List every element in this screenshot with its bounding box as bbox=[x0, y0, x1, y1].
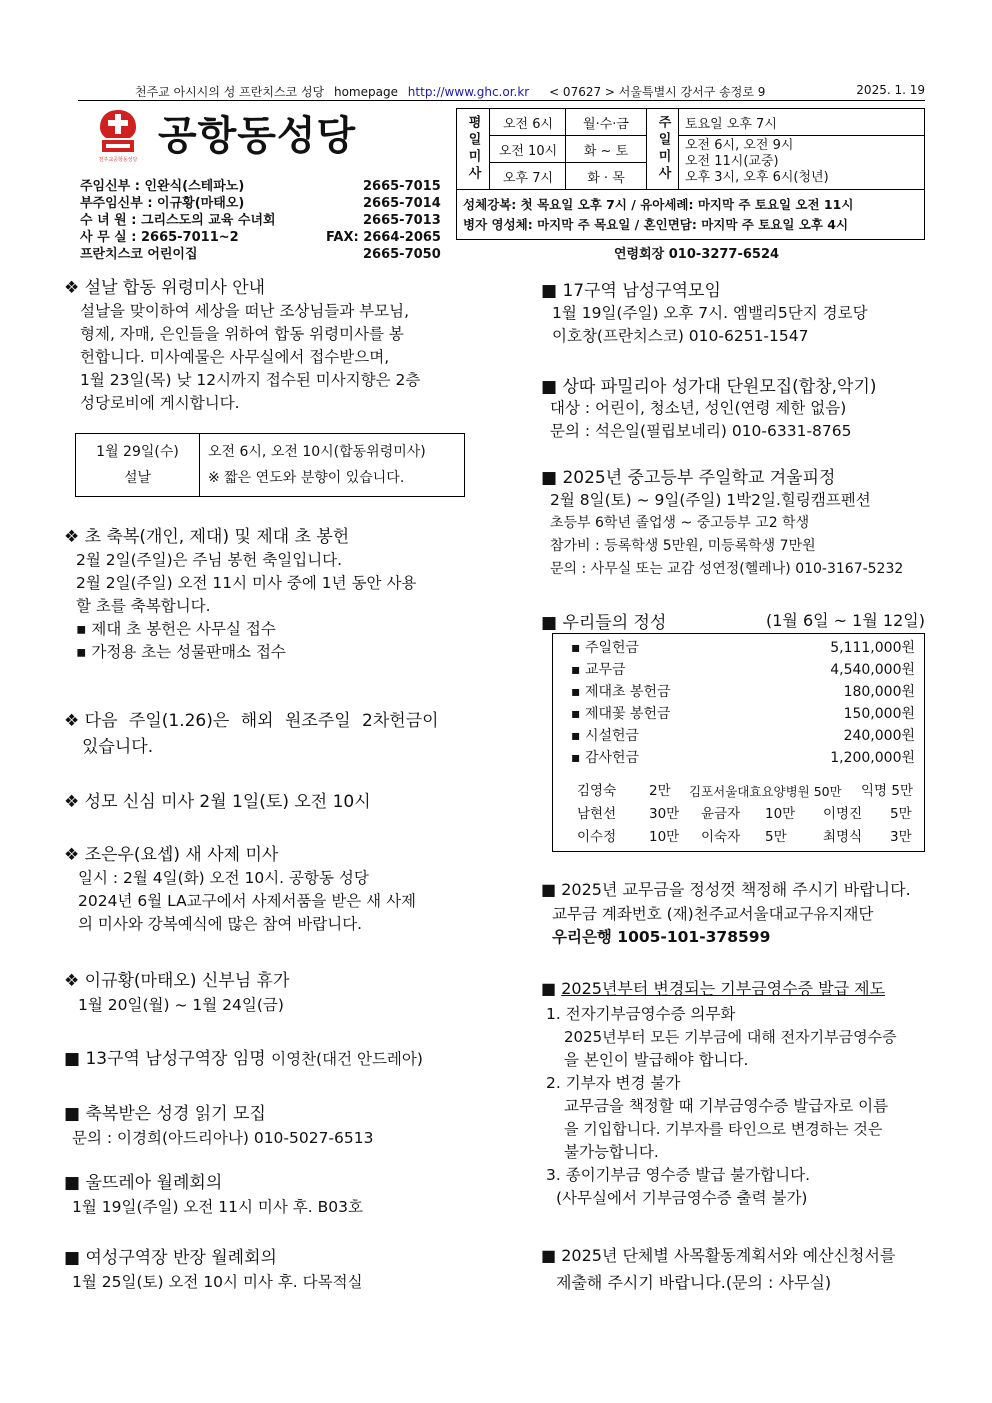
section-body: 1월 20일(월) ~ 1월 24일(금) bbox=[78, 996, 284, 1014]
header-rule bbox=[78, 100, 925, 101]
weekday-days: 화 · 목 bbox=[565, 163, 646, 190]
box-mass: 오전 6시, 오전 10시(합동위령미사) bbox=[208, 444, 426, 460]
section-body: 제출해 주시기 바랍니다.(문의 : 사무실) bbox=[556, 1273, 832, 1292]
section-title: ■ 2025년 중고등부 주일학교 겨울피정 bbox=[541, 468, 836, 488]
section-body: 일시 : 2월 4일(화) 오전 10시. 공항동 성당 2024년 6월 LA교구에서 사제서품을 받은 새 사제 의 미사와 강복예식에 많은 참여 바랍니다. bbox=[78, 869, 417, 933]
diamond-bullet-icon: ❖ bbox=[64, 845, 80, 865]
weekday-time: 오전 6시 bbox=[489, 109, 566, 136]
weekday-time: 오후 7시 bbox=[489, 163, 566, 190]
section-title: ■ 상따 파밀리아 성가대 단원모집(합창,악기) bbox=[541, 377, 877, 397]
svg-text:천주교공항동성당: 천주교공항동성당 bbox=[98, 157, 138, 163]
sunday-time: 오전 11시(교중) bbox=[685, 154, 779, 169]
square-bullet-icon: ■ bbox=[64, 1049, 81, 1069]
section-title: ❖ 설날 합동 위령미사 안내 bbox=[64, 278, 266, 298]
section-title: ■ 울뜨레아 월례회의 bbox=[64, 1173, 223, 1193]
diamond-bullet-icon: ❖ bbox=[64, 278, 80, 298]
parish-full-name: 천주교 아시시의 성 프란치스코 성당 bbox=[135, 85, 325, 99]
staff-directory bbox=[80, 178, 440, 263]
section-body: 1월 19일(주일) 오후 7시. 엠밸리5단지 경로당 이호창(프란치스코) 010-6251-1547 bbox=[552, 304, 868, 345]
table-row: ▪ 주일헌금 5,111,000원 bbox=[571, 640, 915, 656]
council-contact: 연령회장 010-3277-6524 bbox=[614, 247, 780, 262]
diamond-bullet-icon: ❖ bbox=[64, 792, 80, 812]
offering-table bbox=[567, 636, 919, 768]
square-bullet-icon: ■ bbox=[64, 1104, 81, 1124]
section-title: ■ 축복받은 성경 읽기 모집 bbox=[64, 1104, 266, 1124]
diamond-bullet-icon: ❖ bbox=[64, 711, 80, 731]
section-body: 2월 2일(주일)은 주님 봉헌 축일입니다. 2월 2일(주일) 오전 11시 미사 중에 1년 동안 사용 할 초를 축복합니다. ▪ 제대 초 봉헌은 사무실 접수 ▪ 가정용 초는 성물판매소 접수 bbox=[76, 551, 417, 661]
section-title: ■ 우리들의 정성 bbox=[541, 613, 667, 633]
section-body: 교무금 계좌번호 (재)천주교서울대교구유지재단 우리은행 1005-101-378599 bbox=[552, 905, 874, 946]
staff-row: 부주임신부 : 이규황(마태오) 2665-7014 bbox=[80, 196, 441, 211]
weekday-mass-label: 평일미사 bbox=[457, 109, 489, 190]
sunday-time: 오전 6시, 오전 9시 bbox=[685, 138, 794, 153]
square-bullet-icon: ■ bbox=[64, 1248, 81, 1268]
square-bullet-icon: ■ bbox=[64, 1173, 81, 1193]
sunday-time: 토요일 오후 7시 bbox=[685, 117, 777, 132]
section-body: 2월 8일(토) ~ 9일(주일) 1박2일.힐링캠프펜션 초등부 6학년 졸업생 ~ 중고등부 고2 학생 참가비 : 등록학생 5만원, 미등록학생 7만원 문의 : 사무실 또는 교감 성연정(헬레나) 010-3167-5232 bbox=[550, 491, 904, 577]
section-title: ❖ 초 축복(개인, 제대) 및 제대 초 봉헌 bbox=[64, 527, 350, 547]
square-bullet-icon: ■ bbox=[541, 613, 558, 633]
list-item: 남현선 30만 윤금자 10만 이명진 5만 bbox=[577, 806, 912, 822]
square-bullet-icon: ■ bbox=[541, 377, 558, 397]
section-body: 1월 19일(주일) 오전 11시 미사 후. B03호 bbox=[72, 1198, 363, 1216]
offering-period: (1월 6일 ~ 1월 12일) bbox=[766, 611, 925, 630]
weekday-time: 오전 10시 bbox=[489, 136, 566, 163]
section-title: ❖ 성모 신심 미사 2월 1일(토) 오전 10시 bbox=[64, 792, 371, 812]
section-body: 설날을 맞이하여 세상을 떠난 조상님들과 부모님, 형제, 자매, 은인들을 위하여 합동 위령미사를 봉 헌합니다. 미사예물은 사무실에서 접수받으며, 1월 23일(목) 낮 12시까지 접수된 미사지향은 2층 성당로비에 게시합니다. bbox=[80, 302, 421, 412]
table-row: ▪ 시설헌금 240,000원 bbox=[571, 728, 915, 744]
section-title: ■ 여성구역장 반장 월례회의 bbox=[64, 1248, 277, 1268]
staff-row: 사 무 실 : 2665-7011~2 FAX: 2664-2065 bbox=[80, 230, 441, 245]
mass-schedule bbox=[456, 108, 925, 240]
header-line bbox=[135, 83, 925, 100]
square-bullet-icon: ■ bbox=[541, 468, 558, 488]
section-title: ■ 2025년 단체별 사목활동계획서와 예산신청서를 bbox=[541, 1246, 896, 1265]
weekday-days: 화 ~ 토 bbox=[565, 136, 646, 163]
square-bullet-icon: ■ bbox=[541, 281, 558, 301]
sunday-time: 오후 3시, 오후 6시(청년) bbox=[685, 170, 829, 185]
section-body: 1월 25일(토) 오전 10시 미사 후. 다목적실 bbox=[72, 1273, 363, 1291]
weekday-days: 월·수·금 bbox=[565, 109, 646, 136]
mass-note: 병자 영성체: 마지막 주 목요일 / 혼인면담: 마지막 주 토요일 오후 4시 bbox=[463, 217, 849, 232]
section-body: 대상 : 어린이, 청소년, 성인(연령 제한 없음) 문의 : 석은일(필립보네리) 010-6331-8765 bbox=[550, 399, 852, 440]
section-body: 문의 : 이경희(아드리아나) 010-5027-6513 bbox=[72, 1129, 374, 1147]
issue-date: 2025. 1. 19 bbox=[856, 83, 925, 97]
homepage-label: homepage bbox=[333, 85, 398, 99]
table-row: ▪ 교무금 4,540,000원 bbox=[571, 662, 915, 678]
section-title: ❖ 이규황(마태오) 신부님 휴가 bbox=[64, 971, 290, 991]
square-bullet-icon: ■ bbox=[541, 979, 557, 998]
staff-row: 수 녀 원 : 그리스도의 교육 수녀회 2665-7013 bbox=[80, 213, 441, 228]
diamond-bullet-icon: ❖ bbox=[64, 527, 80, 547]
table-row: ▪ 감사헌금 1,200,000원 bbox=[571, 750, 915, 766]
address: < 07627 > 서울특별시 강서구 송정로 9 bbox=[549, 85, 766, 99]
box-note: ※ 짧은 연도와 분향이 있습니다. bbox=[208, 470, 405, 486]
memorial-mass-box bbox=[75, 433, 465, 497]
box-day: 설날 bbox=[123, 470, 152, 486]
staff-row: 프란치스코 어린이집 2665-7050 bbox=[80, 247, 441, 262]
section-title: ❖ 조은우(요셉) 새 사제 미사 bbox=[64, 845, 279, 865]
staff-row: 주임신부 : 인완식(스테파노) 2665-7015 bbox=[80, 179, 441, 194]
section-title: ❖ 다음 주일(1.26)은 해외 원조주일 2차헌금이 bbox=[64, 711, 439, 731]
section-body: 1. 전자기부금영수증 의무화 2025년부터 모든 기부금에 대해 전자기부금영수증 을 본인이 발급해야 합니다. 2. 기부자 변경 불가 교무금을 책정할 때 기부금영수증 발급자로 이름 을 기입합니다. 기부자를 타인으로 변경하는 것은 불가능합니다. 3. 종이기부금 영수증 발급 불가합니다. (사무실에서 기부금영수증 출력 불가) bbox=[546, 1005, 897, 1207]
thanks-list bbox=[577, 780, 914, 849]
homepage-link[interactable]: http://www.ghc.or.kr bbox=[407, 85, 530, 99]
section-title: ■ 2025년 교무금을 정성껏 책정해 주시기 바랍니다. bbox=[541, 880, 911, 899]
bulletin-title: 공항동성당 bbox=[158, 113, 357, 159]
section-title: ■ 13구역 남성구역장 임명 이영찬(대건 안드레아) bbox=[64, 1049, 423, 1069]
sunday-mass-label: 주일미사 bbox=[646, 109, 679, 190]
box-date: 1월 29일(수) bbox=[96, 444, 179, 460]
table-row: ▪ 제대초 봉헌금 180,000원 bbox=[571, 684, 915, 700]
list-item: 김영숙 2만 김포서울대효요양병원 50만 익명 5만 bbox=[577, 783, 914, 799]
table-row: ▪ 제대꽃 봉헌금 150,000원 bbox=[571, 706, 915, 722]
section-title: ■ 2025년부터 변경되는 기부금영수증 발급 제도 bbox=[541, 979, 886, 998]
offering-box bbox=[552, 633, 925, 852]
square-bullet-icon: ■ bbox=[541, 1246, 557, 1265]
parish-logo bbox=[98, 108, 138, 164]
mass-note: 성체강복: 첫 목요일 오후 7시 / 유아세례: 마지막 주 토요일 오전 11시 bbox=[463, 197, 854, 212]
diamond-bullet-icon: ❖ bbox=[64, 971, 80, 991]
section-title-cont: 있습니다. bbox=[82, 737, 154, 757]
square-bullet-icon: ■ bbox=[541, 880, 557, 899]
section-title: ■ 17구역 남성구역모임 bbox=[541, 281, 721, 301]
list-item: 이수정 10만 이숙자 5만 최명식 3만 bbox=[577, 829, 912, 845]
